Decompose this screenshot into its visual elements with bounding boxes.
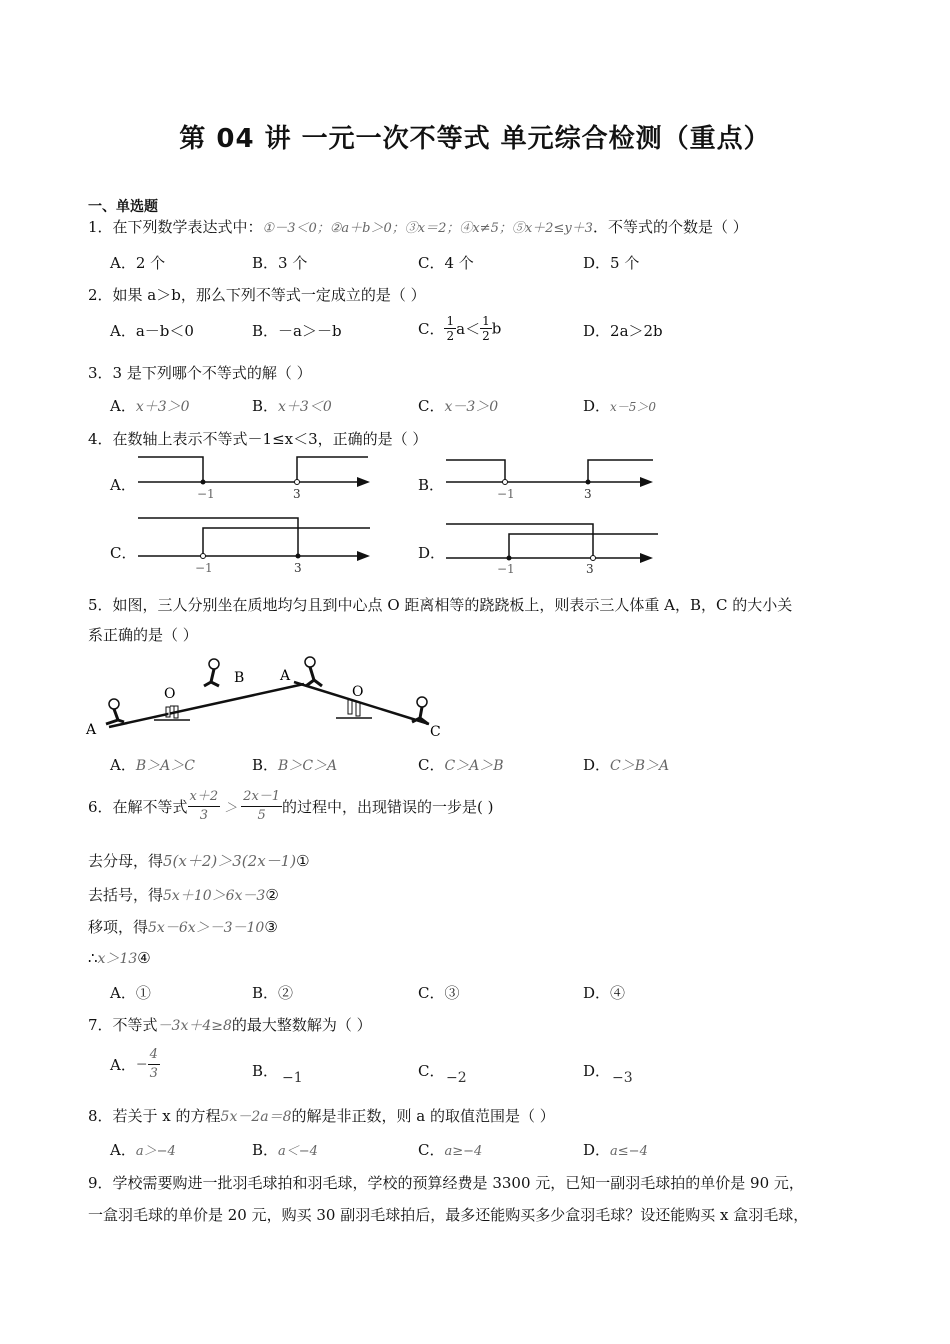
svg-text:O: O (352, 684, 364, 700)
q7-option-b[interactable]: B． (252, 1062, 279, 1080)
question-9-line-1: 9．学校需要购进一批羽毛球拍和羽毛球，学校的预算经费是 3300 元，已知一副羽毛球拍的单价是 90 元， (88, 1174, 804, 1192)
q1-stem-post: ．不等式的个数是（ ） (592, 218, 748, 236)
q4-number-line-b[interactable] (443, 452, 663, 502)
question-7-stem: 7．不等式－3x＋4≥8的最大整数解为（ ） (88, 1016, 372, 1034)
q1-option-d[interactable]: D．5 个 (583, 254, 640, 272)
q5-option-a[interactable]: A．B＞A＞C (110, 756, 195, 774)
q7-option-b-value: −1 (282, 1070, 303, 1086)
q5-seesaw-figure (84, 652, 464, 744)
page-title: 第 04 讲 一元一次不等式 单元综合检测（重点） (179, 124, 771, 154)
svg-text:−1: −1 (497, 562, 515, 574)
q5-option-b[interactable]: B．B＞C＞A (252, 756, 338, 774)
q4-number-line-a[interactable] (135, 452, 375, 502)
q6-step-1: 去分母，得5(x＋2)＞3(2x－1)① (88, 852, 310, 870)
svg-text:A: A (280, 668, 291, 684)
svg-text:3: 3 (586, 562, 594, 574)
q6-option-d[interactable]: D．④ (583, 984, 626, 1002)
q8-option-d[interactable]: D．a≤−4 (583, 1141, 648, 1159)
svg-text:3: 3 (293, 487, 301, 501)
question-1-stem (88, 216, 748, 237)
question-2-stem: 2．如果 a＞b，那么下列不等式一定成立的是（ ） (88, 286, 426, 304)
question-9-line-2: 一盒羽毛球的单价是 20 元，购买 30 副羽毛球拍后，最多还能购买多少盒羽毛球？设还能购买 x 盒羽毛球， (88, 1206, 809, 1224)
svg-text:C: C (430, 724, 441, 740)
q2-option-b[interactable]: B．－a＞－b (252, 322, 342, 340)
q4-option-c[interactable]: C． (110, 544, 137, 562)
question-4-stem: 4．在数轴上表示不等式－1≤x＜3，正确的是（ ） (88, 430, 428, 448)
svg-text:A: A (86, 722, 97, 738)
question-5-stem-line-2: 系正确的是（ ） (88, 626, 198, 644)
q4-option-b[interactable]: B． (418, 476, 445, 494)
question-3-stem: 3．3 是下列哪个不等式的解（ ） (88, 364, 312, 382)
q2-option-d[interactable]: D．2a＞2b (583, 322, 663, 340)
q5-option-c[interactable]: C．C＞A＞B (418, 756, 504, 774)
q1-option-a[interactable]: A．2 个 (110, 254, 166, 272)
svg-text:O: O (164, 686, 176, 702)
q7-option-a[interactable]: A．− $\frac{4}{3}$ (110, 1047, 158, 1081)
q2-option-a[interactable]: A．a－b＜0 (110, 322, 194, 340)
svg-text:−1: −1 (195, 561, 213, 574)
question-5-stem-line-1: 5．如图，三人分别坐在质地均匀且到中心点 O 距离相等的跷跷板上，则表示三人体重 A，B，C 的大小关 (88, 596, 793, 614)
q2-option-c[interactable] (418, 314, 501, 343)
q4-option-d[interactable]: D． (418, 544, 446, 562)
question-8-stem: 8．若关于 x 的方程5x－2a＝8的解是非正数，则 a 的取值范围是（ ） (88, 1107, 555, 1125)
svg-text:3: 3 (584, 487, 592, 501)
q7-option-d-value: −3 (612, 1070, 633, 1086)
q3-option-b[interactable]: B．x＋3＜0 (252, 397, 332, 415)
q4-number-line-c[interactable] (135, 514, 375, 574)
q6-step-4: ∴x＞13④ (88, 949, 151, 967)
section-header: 一、单选题 (88, 199, 158, 215)
q6-option-b[interactable]: B．② (252, 984, 294, 1002)
q1-expression: ①－3＜0；②a＋b＞0；③x＝2；④x≠5；⑤x＋2≤y＋3 (262, 221, 593, 236)
q4-number-line-d[interactable] (443, 514, 668, 574)
q6-lhs-fraction: $\frac{x+2}{3}$ (189, 789, 219, 823)
q4-option-a[interactable]: A． (110, 476, 136, 494)
q6-option-c[interactable]: C．③ (418, 984, 460, 1002)
q6-step-2: 去括号，得5x＋10＞6x－3② (88, 886, 279, 904)
svg-text:3: 3 (294, 561, 302, 574)
q5-option-d[interactable]: D．C＞B＞A (583, 756, 670, 774)
q7-a-fraction: $\frac{4}{3}$ (149, 1047, 158, 1081)
q3-option-d[interactable]: D．x－5＞0 (583, 397, 657, 415)
question-6-stem: 6．在解不等式 $\frac{x+2}{3}$ ＞ $\frac{2x-1}{5}$ 的过程中，出现错误的一步是( ) (88, 789, 494, 823)
q3-option-c[interactable]: C．x－3＞0 (418, 397, 499, 415)
q2-c-b: b (491, 319, 502, 338)
q2-c-a: a＜ (456, 320, 481, 338)
q6-rhs-fraction: $\frac{2x-1}{5}$ (243, 789, 281, 823)
q7-option-c[interactable]: C． (418, 1062, 445, 1080)
q6-step-3: 移项，得5x－6x＞－3－10③ (88, 918, 278, 936)
q8-option-a[interactable]: A．a＞−4 (110, 1141, 176, 1159)
svg-text:−1: −1 (197, 487, 215, 501)
q8-option-c[interactable]: C．a≥−4 (418, 1141, 483, 1159)
svg-text:−1: −1 (497, 487, 515, 501)
q7-option-c-value: −2 (446, 1070, 467, 1086)
q2-option-c-letter: C． (418, 320, 445, 338)
svg-text:B: B (234, 670, 245, 686)
q3-option-a[interactable]: A．x＋3＞0 (110, 397, 190, 415)
q2-c-fraction-1: $\frac{1}{2}$ (446, 314, 455, 343)
q8-option-b[interactable]: B．a＜−4 (252, 1141, 318, 1159)
q2-c-fraction-2: $\frac{1}{2}$ (482, 314, 490, 343)
q1-option-b[interactable]: B．3 个 (252, 254, 308, 272)
q1-option-c[interactable]: C．4 个 (418, 254, 474, 272)
q7-option-d[interactable]: D． (583, 1062, 611, 1080)
q6-option-a[interactable]: A．① (110, 984, 151, 1002)
q1-stem-pre: 1．在下列数学表达式中： (88, 218, 263, 236)
